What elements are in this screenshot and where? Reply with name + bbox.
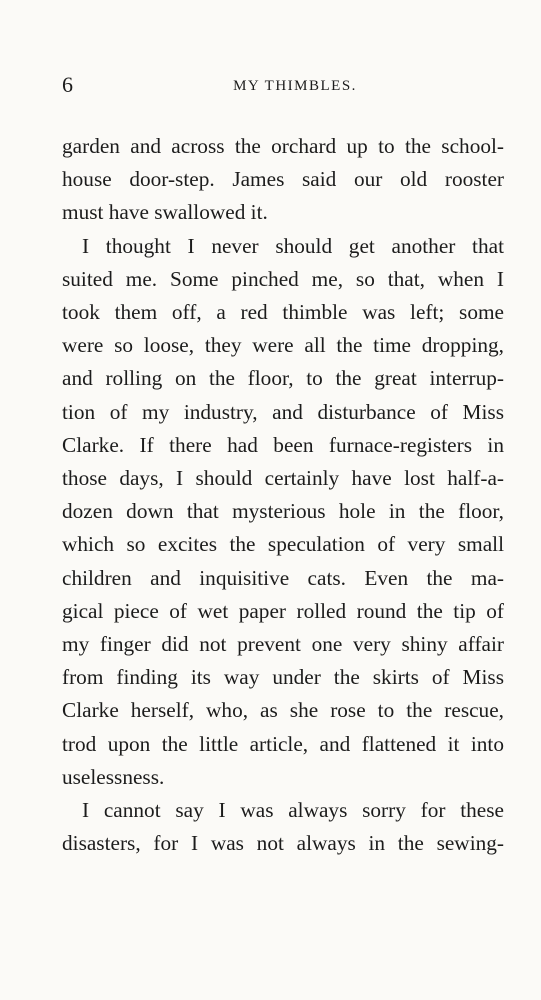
text-line: I cannot say I was always sorry for these (82, 798, 504, 823)
text-line: trod upon the little article, and flattened it into (62, 731, 504, 756)
text-line: gical piece of wet paper rolled round the tip of (62, 598, 504, 623)
text-line: suited me. Some pinched me, so that, when I (62, 266, 504, 291)
text-line: tion of my industry, and disturbance of Miss (62, 399, 504, 424)
text-line: house door-step. James said our old rooster (62, 167, 504, 192)
page-body (62, 130, 504, 860)
text-line: dozen down that mysterious hole in the floor, (62, 499, 504, 524)
text-line: I thought I never should get another that (82, 233, 504, 258)
text-line: from finding its way under the skirts of Miss (62, 665, 504, 690)
text-line: those days, I should certainly have lost half-a- (62, 466, 504, 491)
text-line: which so excites the speculation of very small (62, 532, 504, 557)
paragraph-3 (62, 794, 504, 860)
paragraph-1 (62, 130, 504, 230)
text-line: Clarke herself, who, as she rose to the rescue, (62, 698, 504, 723)
text-line: Clarke. If there had been furnace-registers in (62, 432, 504, 457)
text-line: my finger did not prevent one very shiny affair (62, 632, 504, 657)
text-line: and rolling on the floor, to the great interrup- (62, 366, 504, 391)
text-line: must have swallowed it. (62, 200, 268, 225)
text-line: were so loose, they were all the time dropping, (62, 333, 504, 358)
page-number: 6 (62, 72, 73, 97)
text-line: garden and across the orchard up to the school- (62, 134, 504, 158)
text-line: disasters, for I was not always in the sewing- (62, 831, 504, 856)
text-line: uselessness. (62, 764, 165, 789)
text-line: children and inquisitive cats. Even the ma- (62, 565, 504, 590)
running-title: MY THIMBLES. (233, 78, 357, 94)
paragraph-2 (62, 230, 504, 794)
page-header (62, 72, 504, 102)
text-line: took them off, a red thimble was left; some (62, 300, 504, 325)
